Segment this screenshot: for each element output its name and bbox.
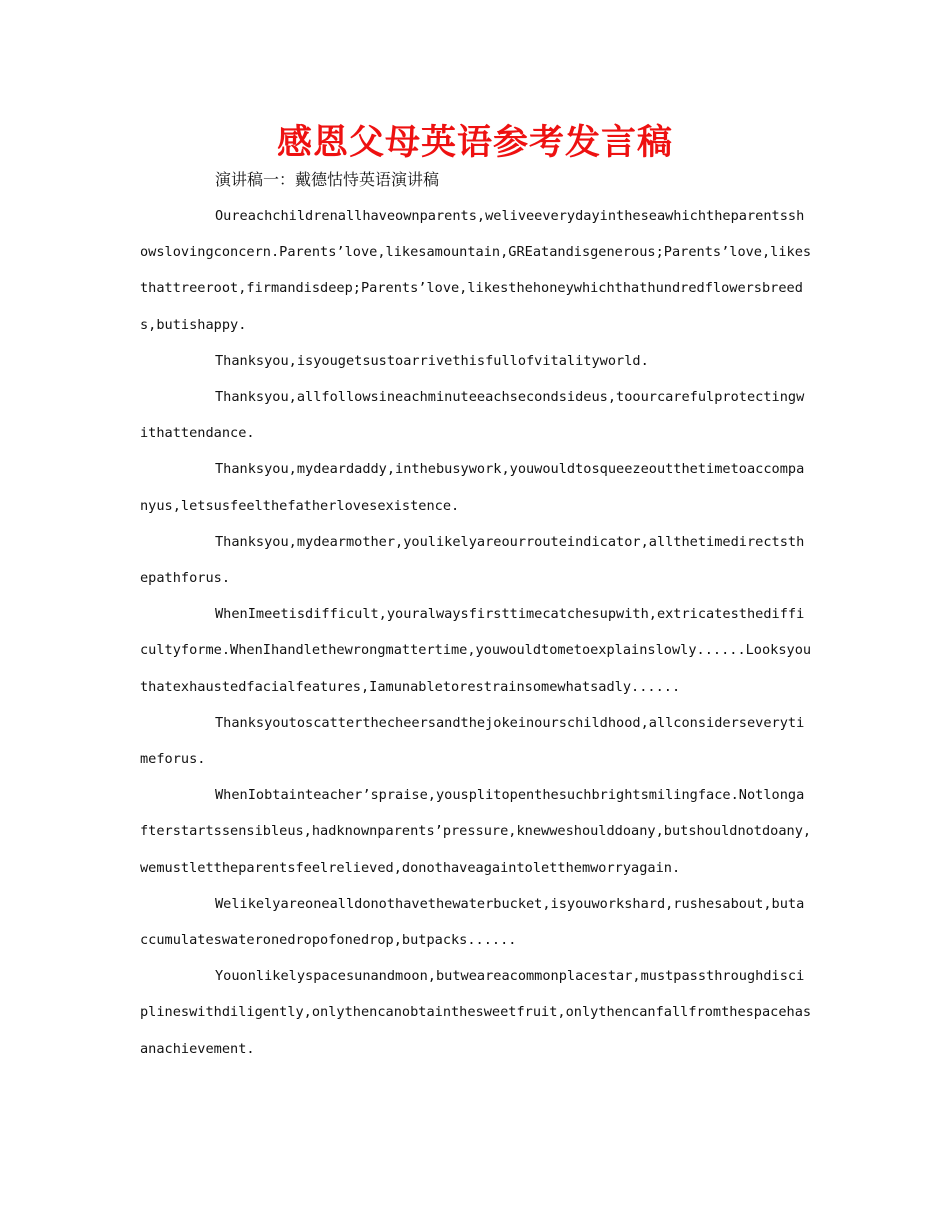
paragraph: WhenIobtainteacher’spraise,yousplitopenthesuchbrightsmilingface.Notlongafterstartssensibleus,hadknownparents’pressure,knewweshoulddoany,butshouldnotdoany,wemustlettheparentsfeelrelieved,donothaveagaintoletthemworryagain. — [140, 787, 812, 876]
paragraph: Youonlikelyspacesunandmoon,butweareacommonplacestar,mustpassthroughdisciplineswithdiligently,onlythencanobtainthesweetfruit,onlythencanfallfromthespacehasanachievement. — [140, 968, 812, 1057]
paragraph: Welikelyareonealldonothavethewaterbucket,isyouworkshard,rushesabout,butaccumulateswateronedropofonedrop,butpacks...... — [140, 895, 805, 949]
document-body — [140, 198, 812, 1067]
paragraph: Thanksyoutoscatterthecheersandthejokeinourschildhood,allconsiderseverytimeforus. — [140, 714, 805, 768]
paragraph: Thanksyou,isyougetsustoarrivethisfullofvitalityworld. — [215, 352, 649, 369]
paragraph: Thanksyou,mydearmother,youlikelyareourrouteindicator,allthetimedirectsthepathforus. — [140, 533, 805, 587]
paragraph: WhenImeetisdifficult,youralwaysfirsttimecatchesupwith,extricatesthedifficultyforme.WhenIhandlethewrongmattertime,youwouldtometoexplainslowly......Looksyouthatexhaustedfacialfeatures,Iamunabletorestrainsomewhatsadly...... — [140, 606, 812, 695]
document-title: 感恩父母英语参考发言稿 — [276, 123, 673, 163]
paragraph: Thanksyou,mydeardaddy,inthebusywork,youwouldtosqueezeoutthetimetoaccompanyus,letsusfeelthefatherlovesexistence. — [140, 461, 805, 514]
paragraph: Oureachchildrenallhaveownparents,weliveeverydayintheseawhichtheparentsshowslovingconcern.Parents’love,likesamountain,GREatandisgenerous;Parents’love,likesthattreeroot,firmandisdeep;Parents’love,likesthehoneywhichthathundredflowersbreeds,butishappy. — [140, 208, 812, 333]
paragraph: Thanksyou,allfollowsineachminuteeachsecondsideus,toourcarefulprotectingwithattendance. — [140, 389, 805, 442]
document-subtitle: 演讲稿一：戴德怙恃英语演讲稿 — [215, 170, 440, 189]
